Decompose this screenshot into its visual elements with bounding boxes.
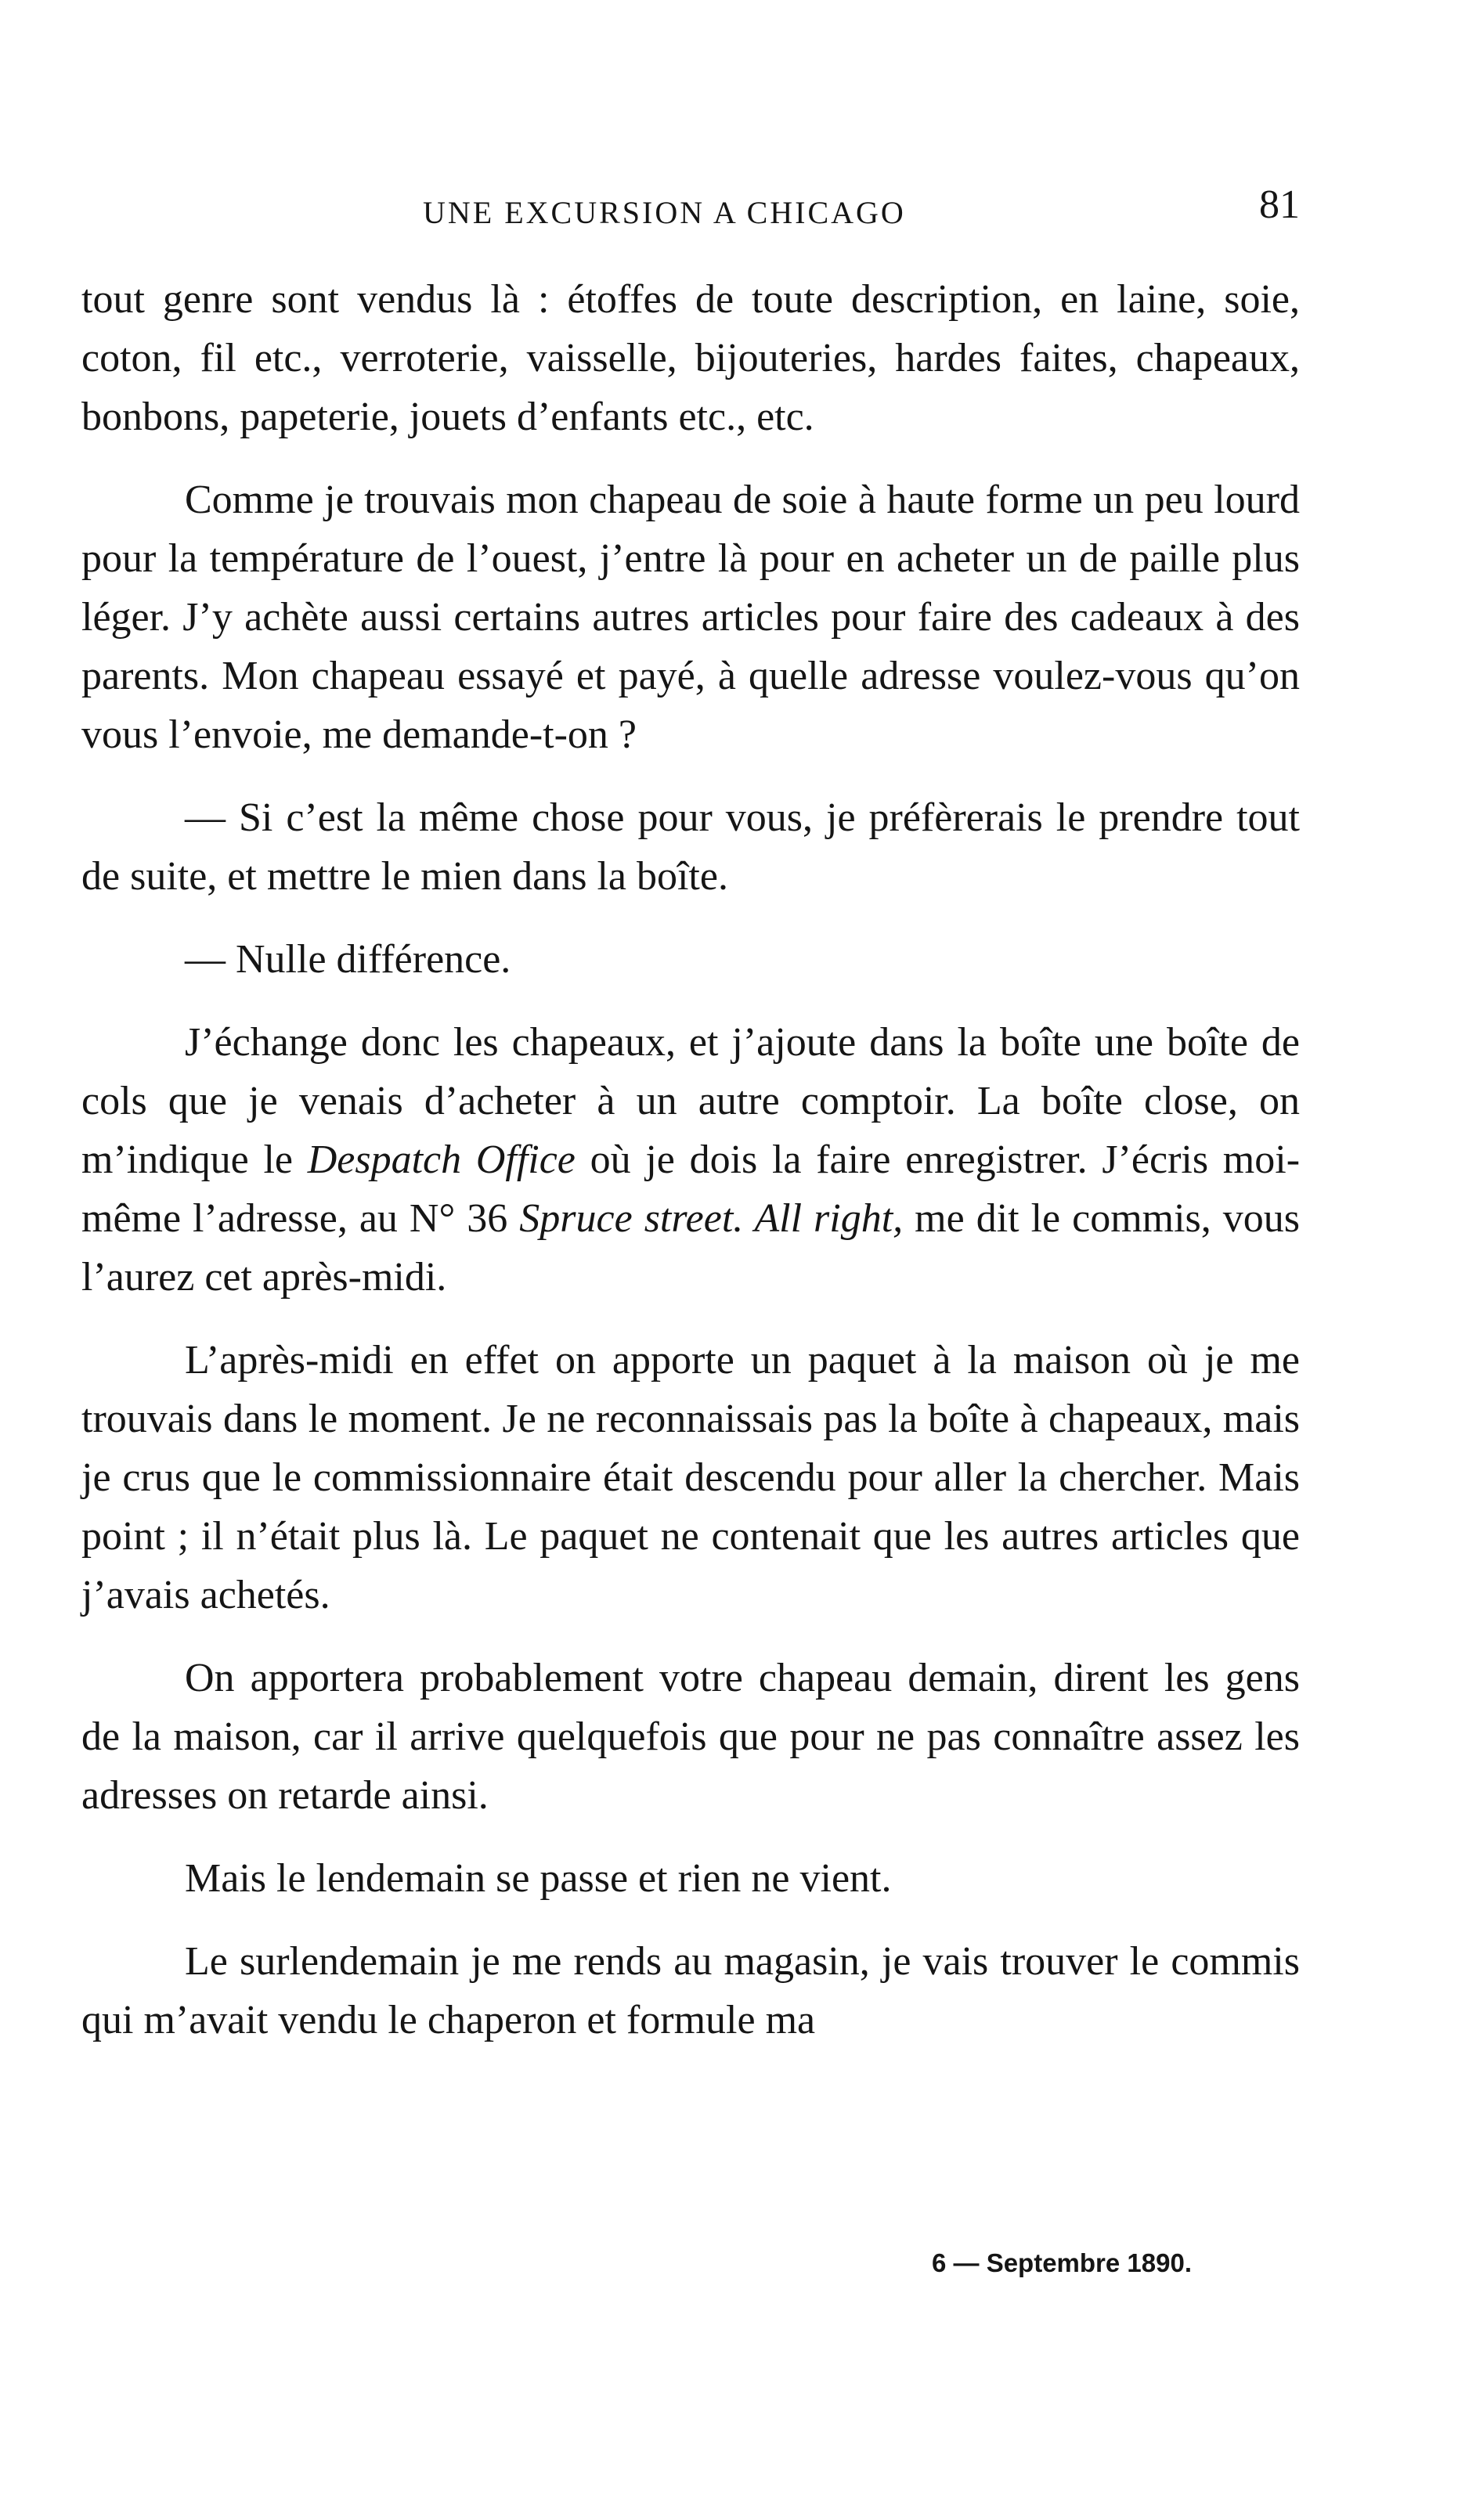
paragraph-4: — Nulle différence. (185, 937, 511, 982)
paragraph-9: Le surlendemain je me rends au magasin, je vais trouver le commis qui m’avait vendu le chaperon et formule ma (81, 1939, 1300, 2042)
page-number: 81 (1259, 182, 1300, 227)
italic-despatch-office: Despatch Office (307, 1137, 576, 1182)
paragraph-7: On apportera probablement votre chapeau demain, dirent les gens de la maison, car il arrive quelquefois que pour ne pas connaître assez les adresses on retarde ainsi. (81, 1656, 1300, 1818)
body-text (81, 270, 1300, 2074)
paragraph-2: Comme je trouvais mon chapeau de soie à haute forme un peu lourd pour la température de l’ouest, j’entre là pour en acheter un de paille plus léger. J’y achète aussi certains autres articles pour faire des cadeaux à des parents. Mon chapeau essayé et payé, à quelle adresse voulez-vous qu’on vous l’envoie, me demande-t-on ? (81, 478, 1300, 757)
italic-spruce-street: Spruce street. All right, (519, 1196, 904, 1241)
running-header (78, 182, 1300, 244)
paragraph-3: — Si c’est la même chose pour vous, je préfèrerais le prendre tout de suite, et mettre le mien dans la boîte. (81, 795, 1300, 899)
signature-mark: 6 — Septembre 1890. (932, 2248, 1192, 2277)
paragraph-1: tout genre sont vendus là : étoffes de toute description, en laine, soie, coton, fil etc., verroterie, vaisselle, bijouteries, hardes faites, chapeaux, bonbons, papeterie, jouets d’enfants etc., etc. (81, 277, 1300, 439)
running-title: UNE EXCURSION A CHICAGO (423, 195, 906, 230)
paragraph-5: J’échange donc les chapeaux, et j’ajoute dans la boîte une boîte de cols que je venais d’acheter à un autre comptoir. La boîte close, on m’indique le Despatch Office où je dois la faire enregistrer. J’écris moi-même l’adresse, au N° 36 Spruce street. All right, me dit le commis, vous l’aurez cet après-midi. (81, 1020, 1301, 1300)
paragraph-6: L’après-midi en effet on apporte un paquet à la maison où je me trouvais dans le moment. Je ne reconnaissais pas la boîte à chapeaux, mais je crus que le commissionnaire était descendu pour aller la chercher. Mais point ; il n’était plus là. Le paquet ne contenait que les autres articles que j’avais achetés. (81, 1338, 1300, 1617)
paragraph-8: Mais le lendemain se passe et rien ne vient. (185, 1856, 892, 1901)
